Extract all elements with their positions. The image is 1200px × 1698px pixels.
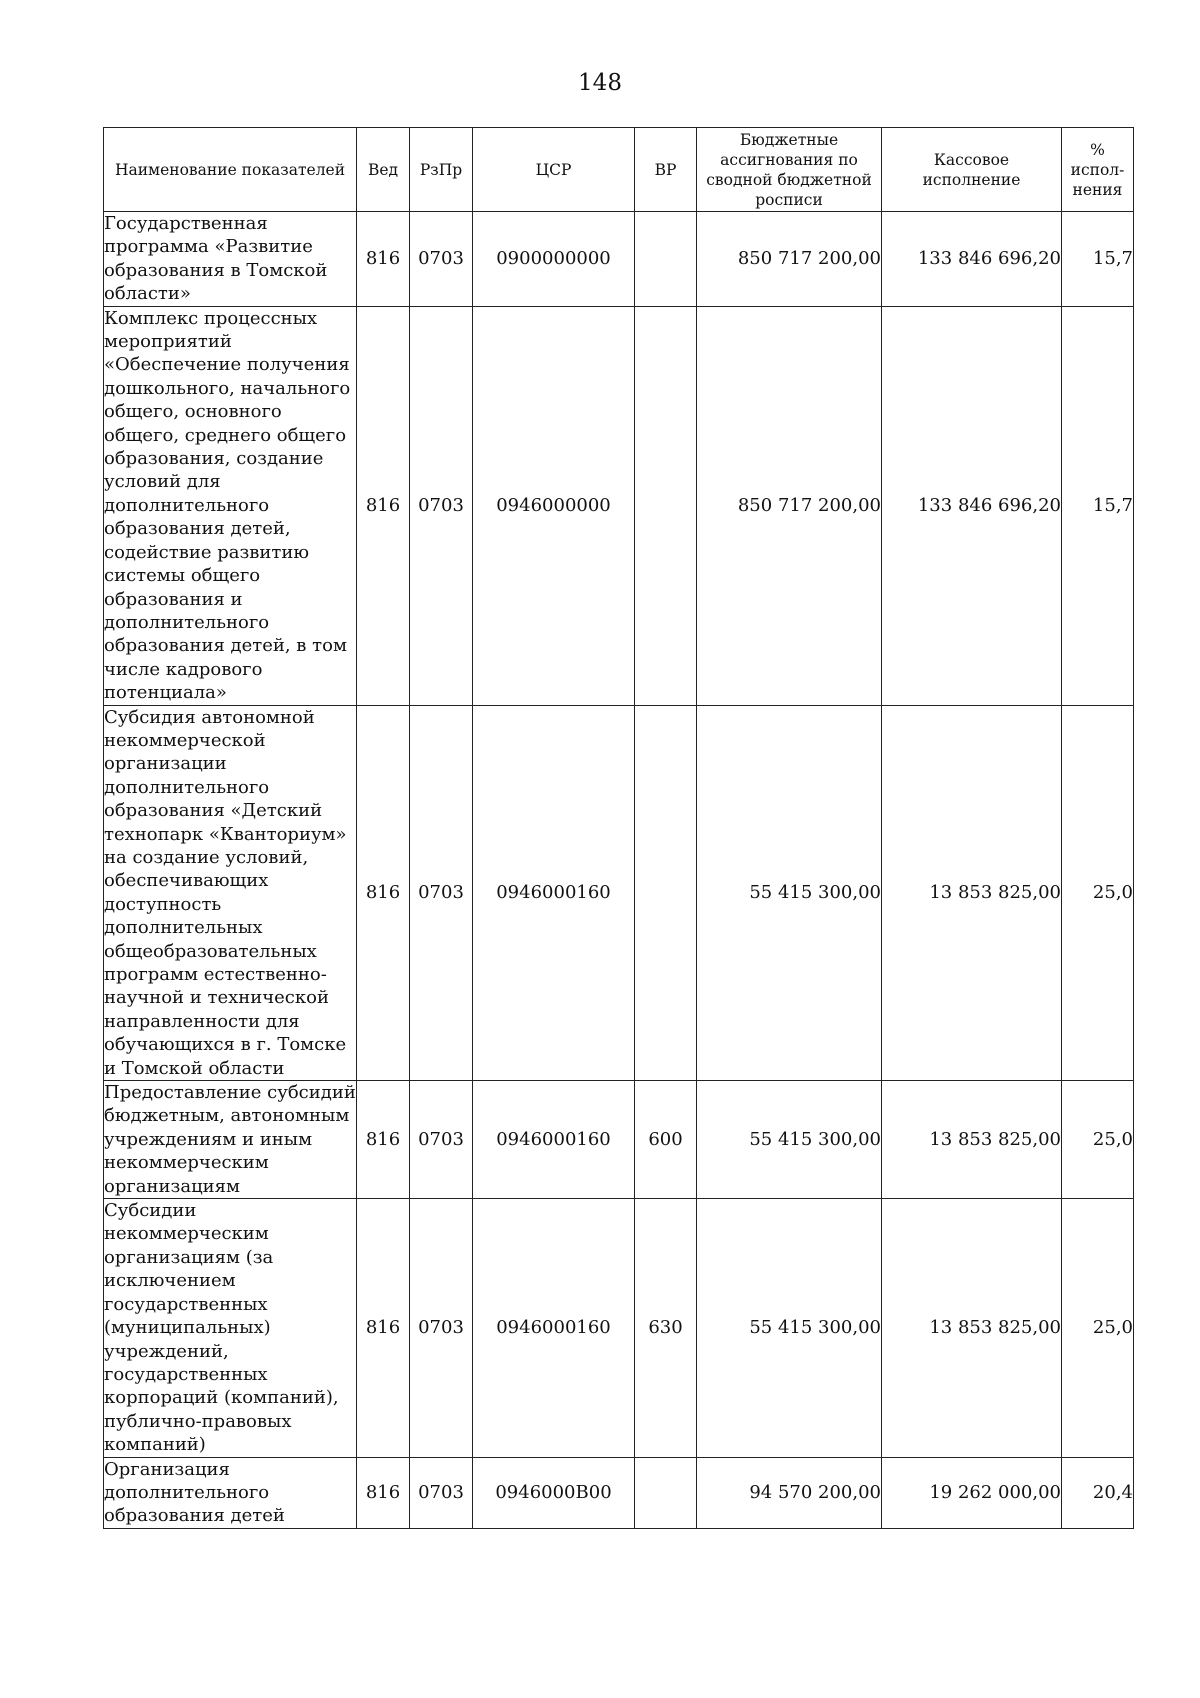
row-rzpr: 0703 xyxy=(410,1199,473,1457)
row-percent: 25,0 xyxy=(1062,1081,1134,1199)
row-cash: 133 846 696,20 xyxy=(882,212,1062,307)
row-rzpr: 0703 xyxy=(410,212,473,307)
row-budget: 55 415 300,00 xyxy=(697,1199,882,1457)
row-vr: 630 xyxy=(635,1199,697,1457)
table-row xyxy=(104,1199,1134,1457)
row-cash: 13 853 825,00 xyxy=(882,1081,1062,1199)
row-vr xyxy=(635,1457,697,1528)
header-vr: ВР xyxy=(635,128,697,212)
header-name: Наименование показателей xyxy=(104,128,357,212)
header-cash: Кассовое исполнение xyxy=(882,128,1062,212)
table-row xyxy=(104,705,1134,1081)
row-budget: 55 415 300,00 xyxy=(697,705,882,1081)
table-row xyxy=(104,212,1134,307)
row-ved: 816 xyxy=(357,306,410,705)
row-percent: 15,7 xyxy=(1062,306,1134,705)
row-rzpr: 0703 xyxy=(410,1081,473,1199)
row-budget: 850 717 200,00 xyxy=(697,306,882,705)
row-budget: 55 415 300,00 xyxy=(697,1081,882,1199)
row-name: Субсидия автономной некоммерческой организации дополнительного образования «Детский технопарк «Кванториум» на создание условий, обеспечивающих доступность дополнительных общеобразовательных программ естественно-научной и технической направленности для обучающихся в г. Томске и Томской области xyxy=(104,705,357,1081)
row-percent: 25,0 xyxy=(1062,705,1134,1081)
row-vr: 600 xyxy=(635,1081,697,1199)
row-rzpr: 0703 xyxy=(410,705,473,1081)
row-percent: 15,7 xyxy=(1062,212,1134,307)
row-name: Организация дополнительного образования детей xyxy=(104,1457,357,1528)
header-budget: Бюджетные ассигнования по сводной бюджетной росписи xyxy=(697,128,882,212)
row-name: Субсидии некоммерческим организациям (за исключением государственных (муниципальных) учреждений, государственных корпораций (компаний), публично-правовых компаний) xyxy=(104,1199,357,1457)
table-row xyxy=(104,1081,1134,1199)
row-percent: 25,0 xyxy=(1062,1199,1134,1457)
row-vr xyxy=(635,705,697,1081)
row-vr xyxy=(635,212,697,307)
row-csr: 0946000000 xyxy=(473,306,635,705)
row-ved: 816 xyxy=(357,1457,410,1528)
row-percent: 20,4 xyxy=(1062,1457,1134,1528)
row-ved: 816 xyxy=(357,1081,410,1199)
table-row xyxy=(104,306,1134,705)
row-csr: 0900000000 xyxy=(473,212,635,307)
budget-execution-table xyxy=(103,127,1134,1529)
row-csr: 0946000B00 xyxy=(473,1457,635,1528)
header-percent: % испол-нения xyxy=(1062,128,1134,212)
row-csr: 0946000160 xyxy=(473,1199,635,1457)
row-ved: 816 xyxy=(357,705,410,1081)
row-csr: 0946000160 xyxy=(473,1081,635,1199)
row-budget: 94 570 200,00 xyxy=(697,1457,882,1528)
row-vr xyxy=(635,306,697,705)
table-header-row xyxy=(104,128,1134,212)
row-name: Предоставление субсидий бюджетным, автономным учреждениям и иным некоммерческим организациям xyxy=(104,1082,356,1197)
header-ved: Вед xyxy=(357,128,410,212)
row-rzpr: 0703 xyxy=(410,1457,473,1528)
row-csr: 0946000160 xyxy=(473,705,635,1081)
row-cash: 133 846 696,20 xyxy=(882,306,1062,705)
row-name: Государственная программа «Развитие образования в Томской области» xyxy=(104,212,357,307)
page-number: 148 xyxy=(578,70,622,96)
row-ved: 816 xyxy=(357,212,410,307)
row-ved: 816 xyxy=(357,1199,410,1457)
row-cash: 19 262 000,00 xyxy=(882,1457,1062,1528)
row-cash: 13 853 825,00 xyxy=(882,705,1062,1081)
row-name: Комплекс процессных мероприятий «Обеспечение получения дошкольного, начального общего, основного общего, среднего общего образования, создание условий для дополнительного образования детей, содействие развитию системы общего образования и дополнительного образования детей, в том числе кадрового потенциала» xyxy=(104,306,357,705)
row-cash: 13 853 825,00 xyxy=(882,1199,1062,1457)
header-rzpr: РзПр xyxy=(410,128,473,212)
table-row xyxy=(104,1457,1134,1528)
header-csr: ЦСР xyxy=(473,128,635,212)
row-budget: 850 717 200,00 xyxy=(697,212,882,307)
row-rzpr: 0703 xyxy=(410,306,473,705)
